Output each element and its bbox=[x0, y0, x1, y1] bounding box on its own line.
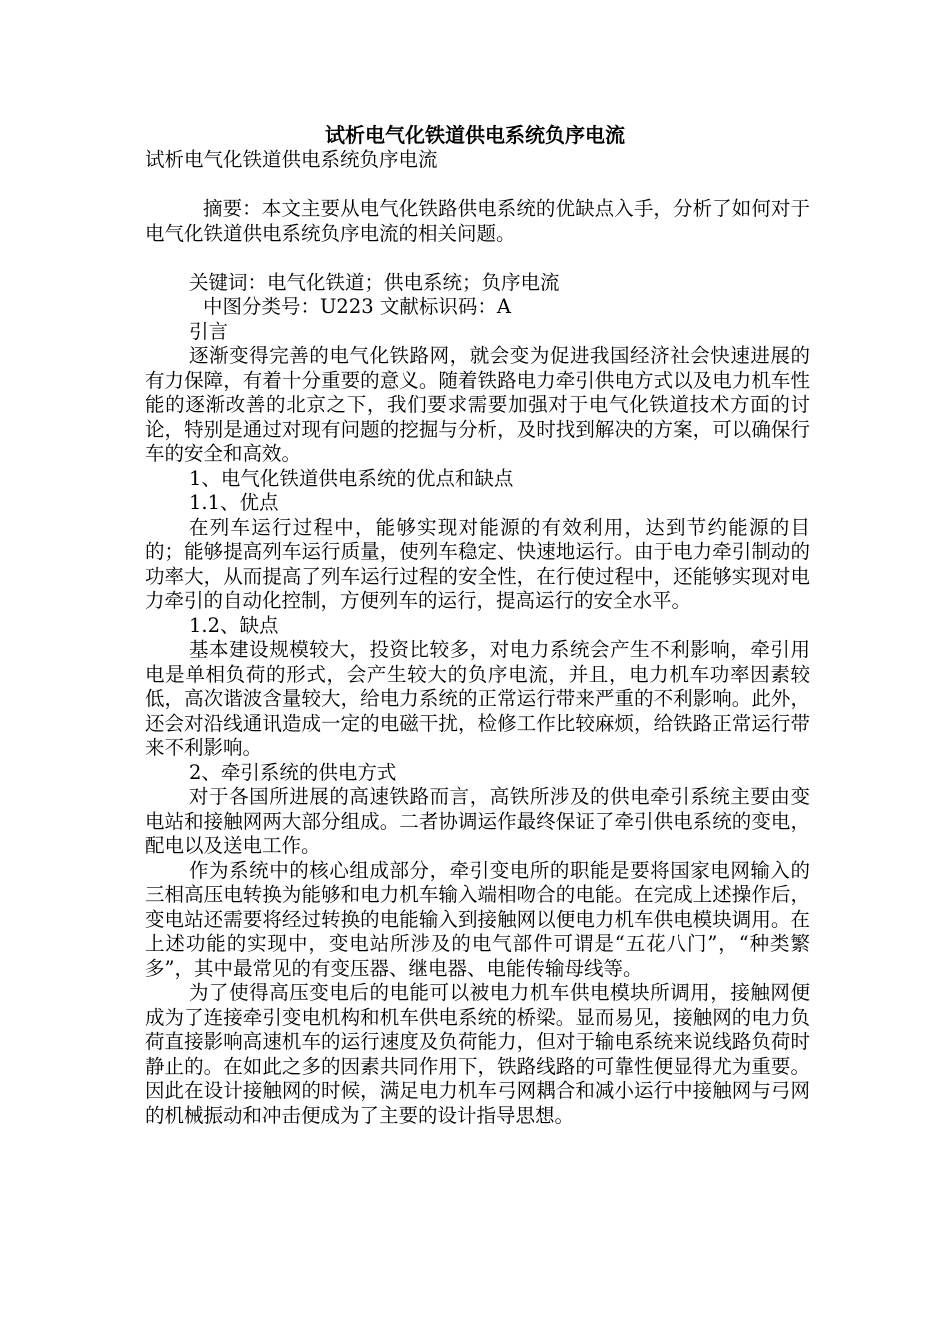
intro-heading: 引言 bbox=[189, 319, 229, 343]
document-title: 试析电气化铁道供电系统负序电流 bbox=[325, 123, 625, 147]
section-2-paragraph-3: 为了使得高压变电后的电能可以被电力机车供电模块所调用，接触网便成为了连接牵引变电机构和机车供电系统的桥梁。显而易见，接触网的电力负荷直接影响高速机车的运行速度及负荷能力，但对于输电系统来说线路负荷时静止的。在如此之多的因素共同作用下，铁路线路的可靠性便显得尤为重要。因此在设计接触网的时候，满足电力机车弓网耦合和减小运行中接触网与弓网的机械振动和冲击便成为了主要的设计指导思想。 bbox=[145, 981, 810, 1127]
keywords-line: 关键词：电气化铁道；供电系统；负序电流 bbox=[189, 270, 560, 294]
document-body bbox=[145, 148, 810, 1128]
section-1-1-paragraph: 在列车运行过程中，能够实现对能源的有效利用，达到节约能源的目的；能够提高列车运行质量，使列车稳定、快速地运行。由于电力牵引制动的功率大，从而提高了列车运行过程的安全性，在行使过程中，还能够实现对电力牵引的自动化控制，方便列车的运行，提高运行的安全水平。 bbox=[145, 515, 810, 612]
section-1-1-heading: 1.1、优点 bbox=[189, 491, 279, 514]
section-1-2-heading: 1.2、缺点 bbox=[189, 613, 279, 637]
intro-paragraph: 逐渐变得完善的电气化铁路网，就会变为促进我国经济社会快速进展的有力保障，有着十分重要的意义。随着铁路电力牵引供电方式以及电力机车性能的逐渐改善的北京之下，我们要求需要加强对于电气化铁道技术方面的讨论，特别是通过对现有问题的挖掘与分析，及时找到解决的方案，可以确保行车的安全和高效。 bbox=[145, 344, 810, 465]
section-1-heading: 1、电气化铁道供电系统的优点和缺点 bbox=[189, 466, 514, 490]
spacer bbox=[145, 173, 810, 198]
section-1-2-paragraph: 基本建设规模较大，投资比较多，对电力系统会产生不利影响，牵引用电是单相负荷的形式，会产生较大的负序电流，并且，电力机车功率因素较低，高次谐波含量较大，给电力系统的正常运行带来严重的不利影响。此外，还会对沿线通讯造成一定的电磁干扰，检修工作比较麻烦，给铁路正常运行带来不利影响。 bbox=[145, 638, 810, 759]
document-subtitle: 试析电气化铁道供电系统负序电流 bbox=[145, 148, 438, 171]
classification-line: 中图分类号：U223 文献标识码：A bbox=[203, 295, 511, 318]
spacer bbox=[145, 246, 810, 271]
section-2-paragraph-2: 作为系统中的核心组成部分，牵引变电所的职能是要将国家电网输入的三相高压电转换为能够和电力机车输入端相吻合的电能。在完成上述操作后，变电站还需要将经过转换的电能输入到接触网以便电力机车供电模块调用。在上述功能的实现中，变电站所涉及的电气部件可谓是“五花八门”，“种类繁多”，其中最常见的有变压器、继电器、电能传输母线等。 bbox=[145, 858, 810, 980]
section-2-heading: 2、牵引系统的供电方式 bbox=[189, 760, 397, 784]
section-2-paragraph-1: 对于各国所进展的高速铁路而言，高铁所涉及的供电牵引系统主要由变电站和接触网两大部分组成。二者协调运作最终保证了牵引供电系统的变电，配电以及送电工作。 bbox=[145, 785, 810, 857]
abstract-paragraph: 摘要：本文主要从电气化铁路供电系统的优缺点入手，分析了如何对于电气化铁道供电系统负序电流的相关问题。 bbox=[145, 197, 810, 245]
